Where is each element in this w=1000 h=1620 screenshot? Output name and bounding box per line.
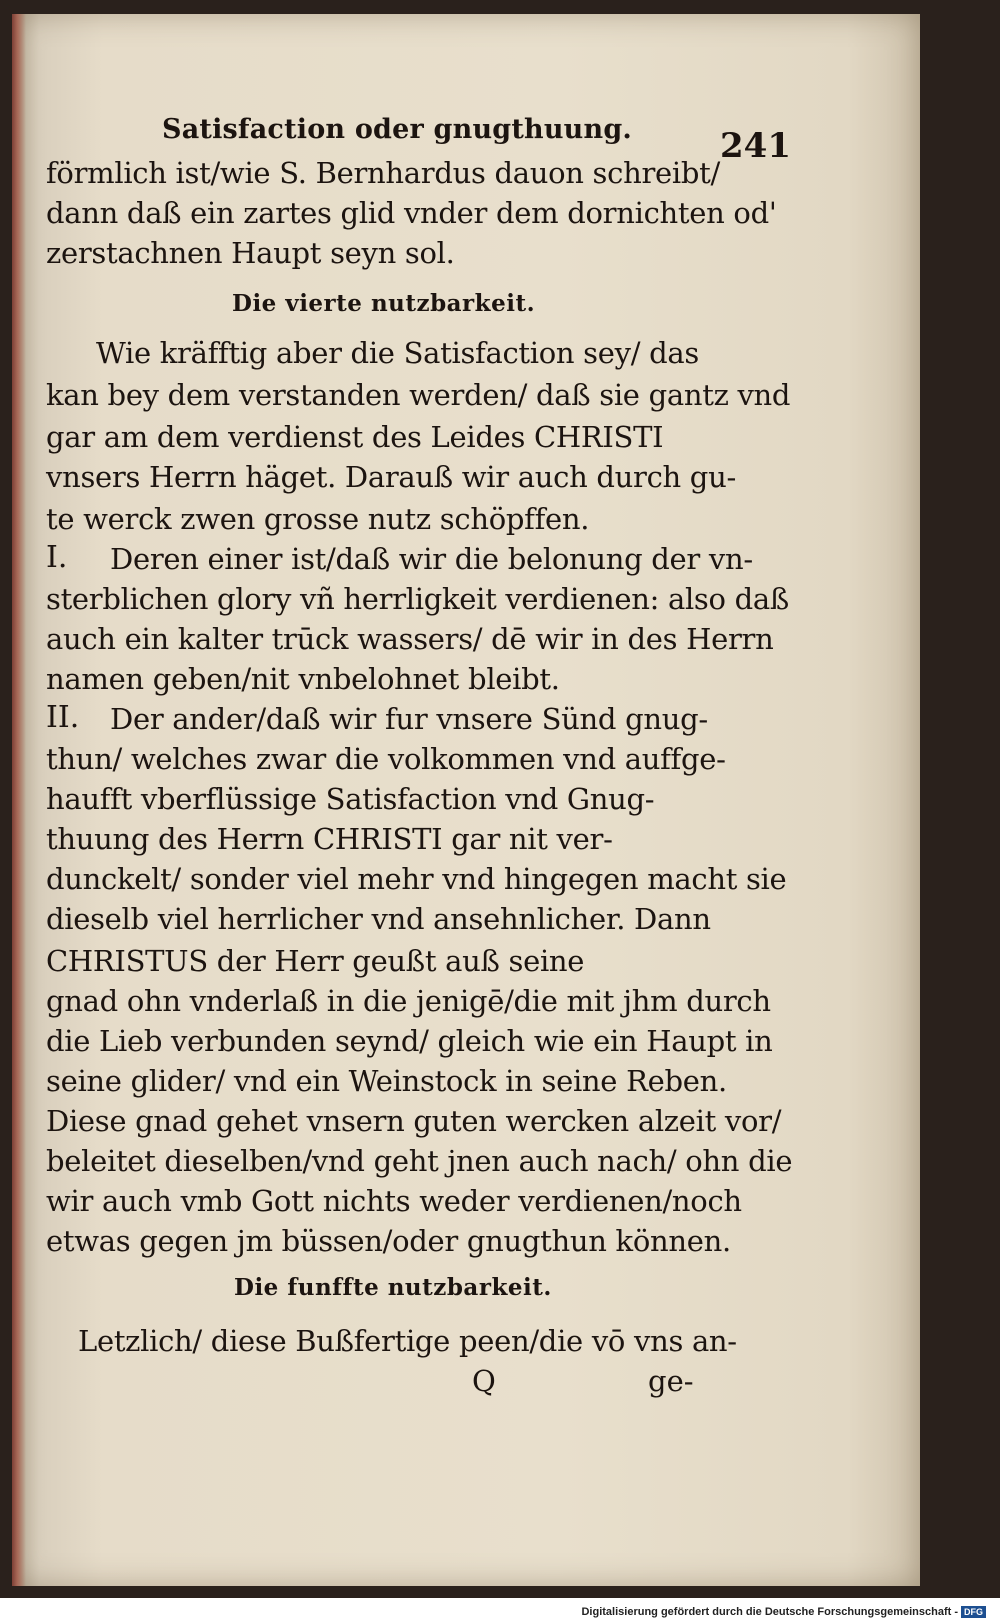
text-line: förmlich ist/wie S. Bernhardus dauon schreibt/ [46, 156, 720, 190]
text-line: kan bey dem verstanden werden/ daß sie gantz vnd [46, 378, 791, 412]
section-numeral: II. [46, 700, 80, 735]
text-line: dann daß ein zartes glid vnder dem dornichten od' [46, 196, 777, 230]
digitization-credit [581, 1606, 986, 1618]
section-numeral: I. [46, 540, 68, 575]
text-line: etwas gegen jm büssen/oder gnugthun können. [46, 1224, 731, 1258]
section-heading: Die funffte nutzbarkeit. [234, 1274, 552, 1301]
text-line: vnsers Herrn häget. Darauß wir auch durch gu- [46, 460, 736, 494]
text-line: Diese gnad gehet vnsern guten wercken alzeit vor/ [46, 1104, 782, 1138]
text-line: zerstachnen Haupt seyn sol. [46, 236, 455, 270]
text-line: gar am dem verdienst des Leides CHRISTI [46, 420, 664, 454]
dfg-logo: DFG [961, 1606, 986, 1618]
text-line: die Lieb verbunden seynd/ gleich wie ein Haupt in [46, 1024, 773, 1058]
text-line: te werck zwen grosse nutz schöpffen. [46, 502, 590, 536]
running-head: Satisfaction oder gnugthuung. [162, 114, 633, 145]
text-line: Wie kräfftig aber die Satisfaction sey/ das [96, 336, 699, 370]
text-line: thuung des Herrn CHRISTI gar nit ver- [46, 822, 613, 856]
page-edge [12, 14, 26, 1586]
text-line: CHRISTUS der Herr geußt auß seine [46, 944, 585, 978]
text-line: Letzlich/ diese Bußfertige peen/die vō vns an- [78, 1324, 737, 1358]
signature-mark: Q [472, 1364, 496, 1398]
text-line: wir auch vmb Gott nichts weder verdienen/noch [46, 1184, 742, 1218]
page-number: 241 [720, 126, 791, 166]
book-page [12, 14, 920, 1586]
text-line: namen geben/nit vnbelohnet bleibt. [46, 662, 560, 696]
credit-text: Digitalisierung gefördert durch die Deutsche Forschungsgemeinschaft - [581, 1605, 958, 1618]
text-line: dunckelt/ sonder viel mehr vnd hingegen macht sie [46, 862, 787, 896]
text-line: sterblichen glory vñ herrligkeit verdienen: also daß [46, 582, 789, 616]
text-line: dieselb viel herrlicher vnd ansehnlicher. Dann [46, 902, 711, 936]
text-line: auch ein kalter trūck wassers/ dē wir in des Herrn [46, 622, 774, 656]
text-line: seine glider/ vnd ein Weinstock in seine Reben. [46, 1064, 727, 1098]
text-line: gnad ohn vnderlaß in die jenigē/die mit jhm durch [46, 984, 771, 1018]
text-line: thun/ welches zwar die volkommen vnd auffge- [46, 742, 726, 776]
section-heading: Die vierte nutzbarkeit. [232, 290, 536, 317]
catchword: ge- [648, 1364, 694, 1398]
text-line: beleitet dieselben/vnd geht jnen auch nach/ ohn die [46, 1144, 793, 1178]
text-line: haufft vberflüssige Satisfaction vnd Gnug- [46, 782, 655, 816]
text-line: Der ander/daß wir fur vnsere Sünd gnug- [110, 702, 708, 736]
text-line: Deren einer ist/daß wir die belonung der vn- [110, 542, 753, 576]
